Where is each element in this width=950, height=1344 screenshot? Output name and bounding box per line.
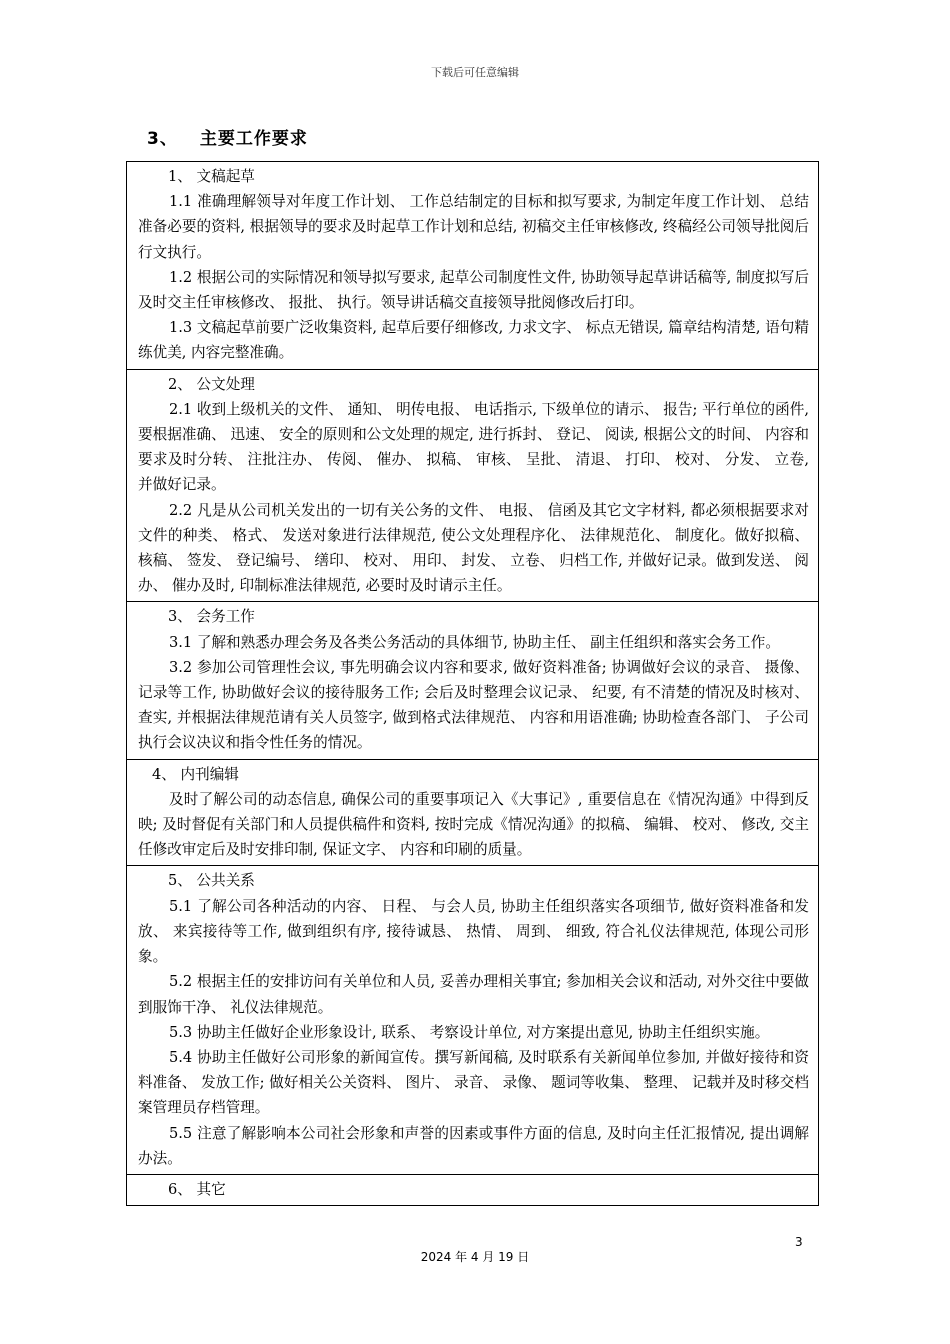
page-number: 3 [795, 1235, 803, 1249]
row-cell-meetings [127, 602, 819, 759]
row-heading: 6、 其它 [168, 1180, 226, 1198]
paragraph: 3.1 了解和熟悉办理会务及各类公务活动的具体细节, 协助主任、 副主任组织和落实会务工作。 [169, 633, 780, 651]
table-row [127, 369, 819, 602]
row-heading: 5、 公共关系 [168, 872, 255, 890]
paragraph: 5.1 了解公司各种活动的内容、 日程、 与会人员, 协助主任组织落实各项细节, 做好资料准备和发放、 来宾接待等工作, 做到组织有序, 接待诚恳、 热情、 周到、 细致, 符合礼仪法律规范, 体现公司形象。 [138, 897, 809, 966]
table-row [127, 1174, 819, 1205]
paragraph: 1.2 根据公司的实际情况和领导拟写要求, 起草公司制度性文件, 协助领导起草讲话稿等, 制度拟写后及时交主任审核修改、 报批、 执行。领导讲话稿交直接领导批阅修改后打印。 [138, 268, 809, 312]
row-cell-documents [127, 369, 819, 602]
row-heading: 1、 文稿起草 [168, 168, 255, 185]
paragraph: 1.3 文稿起草前要广泛收集资料, 起草后要仔细修改, 力求文字、 标点无错误, 篇章结构清楚, 语句精练优美, 内容完整准确。 [138, 319, 809, 362]
row-heading: 4、 内刊编辑 [152, 765, 239, 783]
table-row [127, 162, 819, 370]
footer-date: 2024 年 4 月 19 日 [420, 1250, 530, 1264]
section-title [147, 124, 308, 149]
paragraph: 5.2 根据主任的安排访问有关单位和人员, 妥善办理相关事宜; 参加相关会议和活动, 对外交往中要做到服饰干净、 礼仪法律规范。 [138, 973, 809, 1016]
table-row [127, 866, 819, 1174]
table-row [127, 759, 819, 866]
header-note: 下载后可任意编辑 [431, 66, 519, 79]
paragraph: 5.4 协助主任做好公司形象的新闻宣传。撰写新闻稿, 及时联系有关新闻单位参加, 并做好接待和资料准备、 发放工作; 做好相关公关资料、 图片、 录音、 录像、 题词等收集、 整理、 记载并及时移交档案管理员存档管理。 [138, 1048, 809, 1117]
row-cell-other [127, 1174, 819, 1205]
row-cell-public-relations [127, 866, 819, 1174]
table-row [127, 602, 819, 759]
row-cell-drafting [127, 162, 819, 370]
section-number: 3、 [147, 129, 178, 149]
paragraph: 3.2 参加公司管理性会议, 事先明确会议内容和要求, 做好资料准备; 协调做好会议的录音、 摄像、 记录等工作, 协助做好会议的接待服务工作; 会后及时整理会议记录、 纪要, 有不清楚的情况及时核对、 查实, 并根据法律规范请有关人员签字, 做到格式法律规范、 内容和用语准确; 协助检查各部门、 子公司执行会议决议和指令性任务的情况。 [138, 658, 809, 752]
section-title-text: 主要工作要求 [199, 129, 308, 149]
paragraph: 5.5 注意了解影响本公司社会形象和声誉的因素或事件方面的信息, 及时向主任汇报情况, 提出调解办法。 [138, 1124, 809, 1167]
requirements-table [126, 161, 819, 1206]
paragraph: 1.1 准确理解领导对年度工作计划、 工作总结制定的目标和拟写要求, 为制定年度工作计划、 总结准备必要的资料, 根据领导的要求及时起草工作计划和总结, 初稿交主任审核修改, 终稿经公司领导批阅后行文执行。 [138, 193, 809, 261]
row-heading: 2、 公文处理 [168, 375, 255, 393]
paragraph: 2.1 收到上级机关的文件、 通知、 明传电报、 电话指示, 下级单位的请示、 报告; 平行单位的函件, 要根据准确、 迅速、 安全的原则和公文处理的规定, 进行拆封、 登记、 阅读, 根据公文的时间、 内容和要求及时分转、 注批注办、 传阅、 催办、 拟稿、 审核、 呈批、 清退、 打印、 校对、 分发、 立卷, 并做好记录。 [138, 400, 809, 494]
paragraph: 2.2 凡是从公司机关发出的一切有关公务的文件、 电报、 信函及其它文字材料, 都必须根据要求对文件的种类、 格式、 发送对象进行法律规范, 使公文处理程序化、 法律规范化、 制度化。做好拟稿、 核稿、 签发、 登记编号、 缮印、 校对、 用印、 封发、 立卷、 归档工作, 并做好记录。做到发送、 阅办、 催办及时, 印制标准法律规范, 必要时及时请示主任。 [138, 501, 809, 595]
paragraph: 及时了解公司的动态信息, 确保公司的重要事项记入《大事记》, 重要信息在《情况沟通》中得到反映; 及时督促有关部门和人员提供稿件和资料, 按时完成《情况沟通》的拟稿、 编辑、 校对、 修改, 交主任修改审定后及时安排印制, 保证文字、 内容和印刷的质量。 [138, 790, 809, 859]
row-cell-journal [127, 759, 819, 866]
row-heading: 3、 会务工作 [168, 608, 255, 626]
paragraph: 5.3 协助主任做好企业形象设计, 联系、 考察设计单位, 对方案提出意见, 协助主任组织实施。 [169, 1023, 770, 1041]
